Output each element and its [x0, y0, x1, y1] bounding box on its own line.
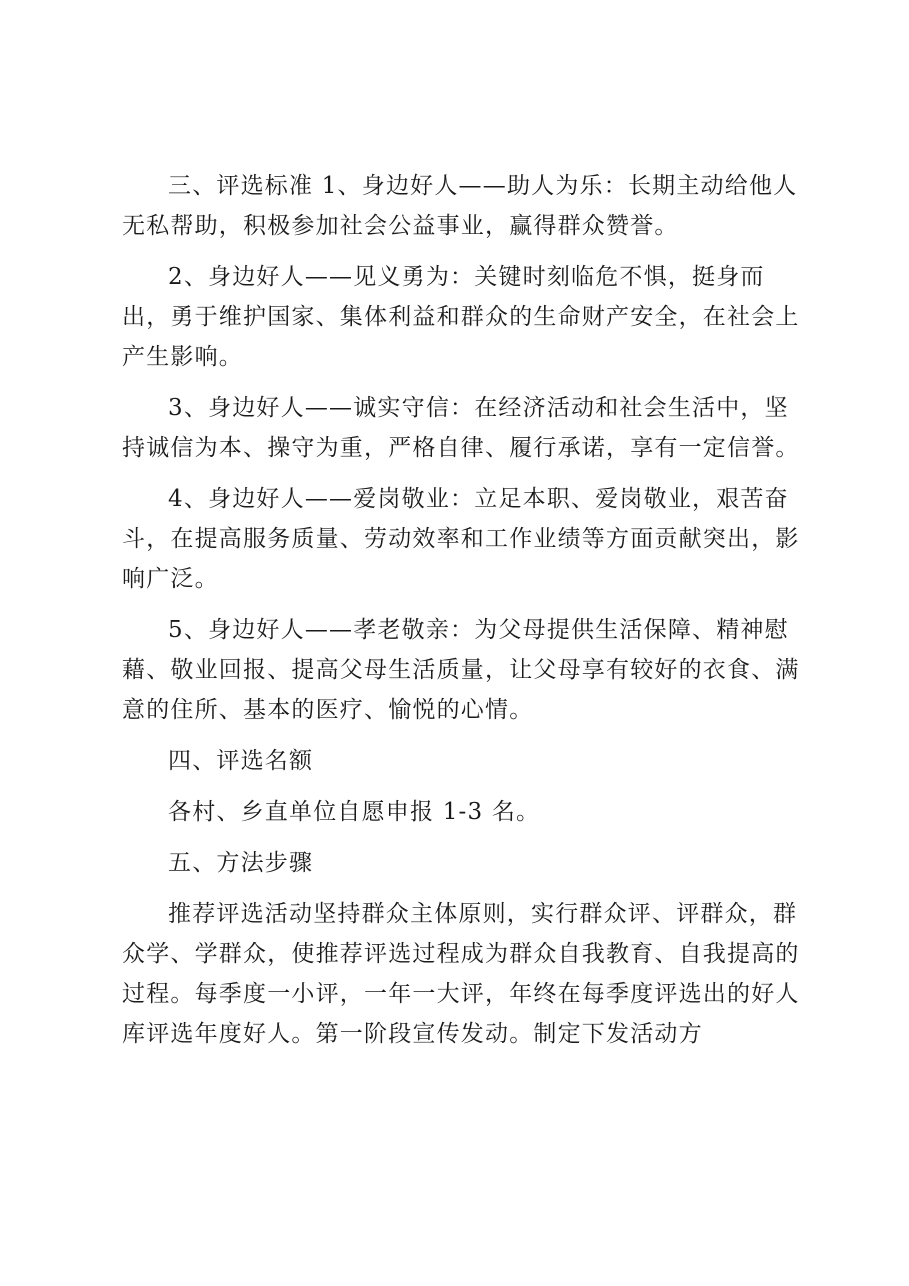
paragraph-method: 推荐评选活动坚持群众主体原则，实行群众评、评群众，群众学、学群众，使推荐评选过程成为群众自我教育、自我提高的过程。每季度一小评，一年一大评，年终在每季度评选出的好人库评选年度好人。第一阶段宣传发动。制定下发活动方: [122, 901, 800, 1047]
document-body: [122, 166, 812, 1054]
section-heading-method: 五、方法步骤: [168, 850, 314, 876]
paragraph-quota: 各村、乡直单位自愿申报 1-3 名。: [168, 799, 541, 825]
paragraph-criteria-1: 三、评选标准 1、身边好人——助人为乐：长期主动给他人无私帮助，积极参加社会公益事业，赢得群众赞誉。: [122, 173, 798, 239]
paragraph-criteria-4: 4、身边好人——爱岗敬业：立足本职、爱岗敬业，艰苦奋斗，在提高服务质量、劳动效率和工作业绩等方面贡献突出，影响广泛。: [122, 486, 800, 592]
paragraph-criteria-3: 3、身边好人——诚实守信：在经济活动和社会生活中，坚持诚信为本、操守为重，严格自律、履行承诺，享有一定信誉。: [122, 395, 800, 461]
section-heading-quota: 四、评选名额: [168, 748, 314, 774]
paragraph-criteria-5: 5、身边好人——孝老敬亲：为父母提供生活保障、精神慰藉、敬业回报、提高父母生活质量，让父母享有较好的衣食、满意的住所、基本的医疗、愉悦的心情。: [122, 617, 800, 723]
paragraph-criteria-2: 2、身边好人——见义勇为：关键时刻临危不惧，挺身而出，勇于维护国家、集体利益和群众的生命财产安全，在社会上产生影响。: [122, 264, 800, 370]
